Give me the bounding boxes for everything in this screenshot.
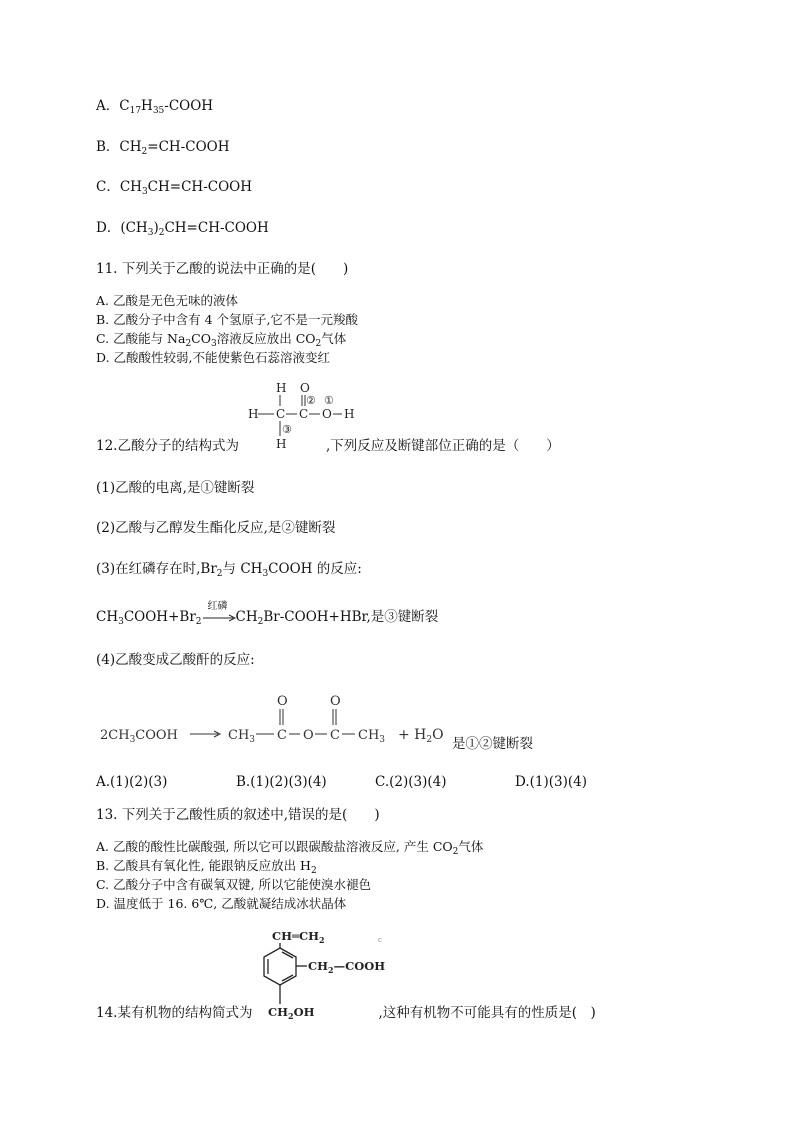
q12-equation-3: $CH_3COOH+Br_2$ 红磷 $CH_2Br-COOH+HBr$,是③键断裂 — [96, 608, 438, 631]
struct-h-bottom: H — [276, 437, 287, 451]
q12-equation-4-tail: 是①②键断裂 — [452, 736, 533, 752]
q12-item-2: (2)乙酸与乙醇发生酯化反应,是②键断裂 — [96, 520, 336, 536]
q13-stem: 13. 下列关于乙酸性质的叙述中,错误的是( ) — [96, 807, 380, 823]
q14-stem: 14.某有机物的结构简式为 ,这种有机物不可能具有的性质是( ) — [96, 1005, 596, 1021]
q13-option-c: C. 乙酸分子中含有碳氧双键, 所以它能使溴水褪色 — [96, 877, 372, 892]
q10-option-c: C．$CH_3CH=CH$-COOH — [96, 179, 252, 197]
q13-option-d: D. 温度低于 16. 6℃, 乙酸就凝结成冰状晶体 — [96, 896, 347, 911]
q11-option-a: A. 乙酸是无色无味的液体 — [96, 293, 238, 308]
q13-option-a: A. 乙酸的酸性比碳酸强, 所以它可以跟碳酸盐溶液反应, 产生 $CO_2$气体 — [96, 839, 484, 857]
anhydride-o-top-2: O — [330, 694, 341, 709]
q10-option-d: D．$(CH_3)_2CH=CH$-COOH — [96, 220, 269, 238]
arrow-condition: 红磷 — [207, 600, 228, 612]
q12-stem: 12.乙酸分子的结构式为 ,下列反应及断键部位正确的是（ ） — [96, 438, 560, 454]
struct-c-left: C — [276, 407, 286, 421]
svg-text:c: c — [378, 936, 382, 944]
anhydride-c-2: C — [330, 728, 340, 743]
struct-h-right: H — [344, 407, 355, 421]
anhydride-o-top-1: O — [277, 694, 288, 709]
q12-option-c: C.(2)(3)(4) — [375, 774, 447, 790]
svg-text:CH3: $CH_3$ — [358, 728, 386, 745]
svg-text:CH3: $CH_3$ — [228, 728, 256, 745]
svg-text:CH2—COOH: $CH_2—COOH$ — [308, 959, 386, 975]
bond-label-3: ③ — [282, 423, 292, 436]
q10-option-a: A．$C_{17}H_{35}$-COOH — [96, 98, 214, 116]
anhydride-o-bridge: O — [303, 728, 314, 743]
q12-option-b: B.(1)(2)(3)(4) — [236, 774, 327, 790]
reaction-arrow — [202, 600, 236, 624]
anhydride-c-1: C — [277, 728, 287, 743]
q11-stem: 11. 下列关于乙酸的说法中正确的是( ) — [96, 261, 349, 277]
q13-option-b: B. 乙酸具有氧化性, 能跟钠反应放出 $H_2$ — [96, 858, 317, 876]
svg-text:CH═CH2: $CH═CH_2$ — [272, 929, 325, 945]
q12-option-d: D.(1)(3)(4) — [515, 774, 588, 790]
q12-item-3: (3)在红磷存在时$,Br_2$与 $CH_3COOH$ 的反应: — [96, 561, 362, 579]
q11-option-c: C. 乙酸能与 $Na_2CO_3$溶液反应放出 $CO_2$气体 — [96, 331, 347, 349]
svg-text:+ H2O: + $H_2O$ — [398, 727, 444, 745]
q11-option-b: B. 乙酸分子中含有 4 个氢原子,它不是一元羧酸 — [96, 312, 359, 327]
q12-option-a: A.(1)(2)(3) — [96, 774, 168, 790]
bond-label-2: ② — [306, 394, 316, 407]
q10-option-b: B．$CH_2=CH$-COOH — [96, 139, 230, 157]
q12-item-1: (1)乙酸的电离,是①键断裂 — [96, 480, 255, 496]
struct-h-left: H — [248, 407, 259, 421]
struct-o-right: O — [322, 407, 332, 421]
svg-text:CH2OH: $CH_2OH$ — [268, 1005, 315, 1021]
anhydride-equation-figure — [96, 692, 456, 752]
bond-label-1: ① — [324, 394, 334, 407]
q11-option-d: D. 乙酸酸性较弱,不能使紫色石蕊溶液变红 — [96, 350, 330, 365]
q12-item-4: (4)乙酸变成乙酸酐的反应: — [96, 652, 255, 668]
struct-h-top: H — [276, 381, 287, 395]
svg-text:2CH3COOH: $2CH_3COOH$ — [100, 728, 178, 745]
struct-o-top: O — [300, 381, 310, 395]
struct-c-right: C — [299, 407, 309, 421]
